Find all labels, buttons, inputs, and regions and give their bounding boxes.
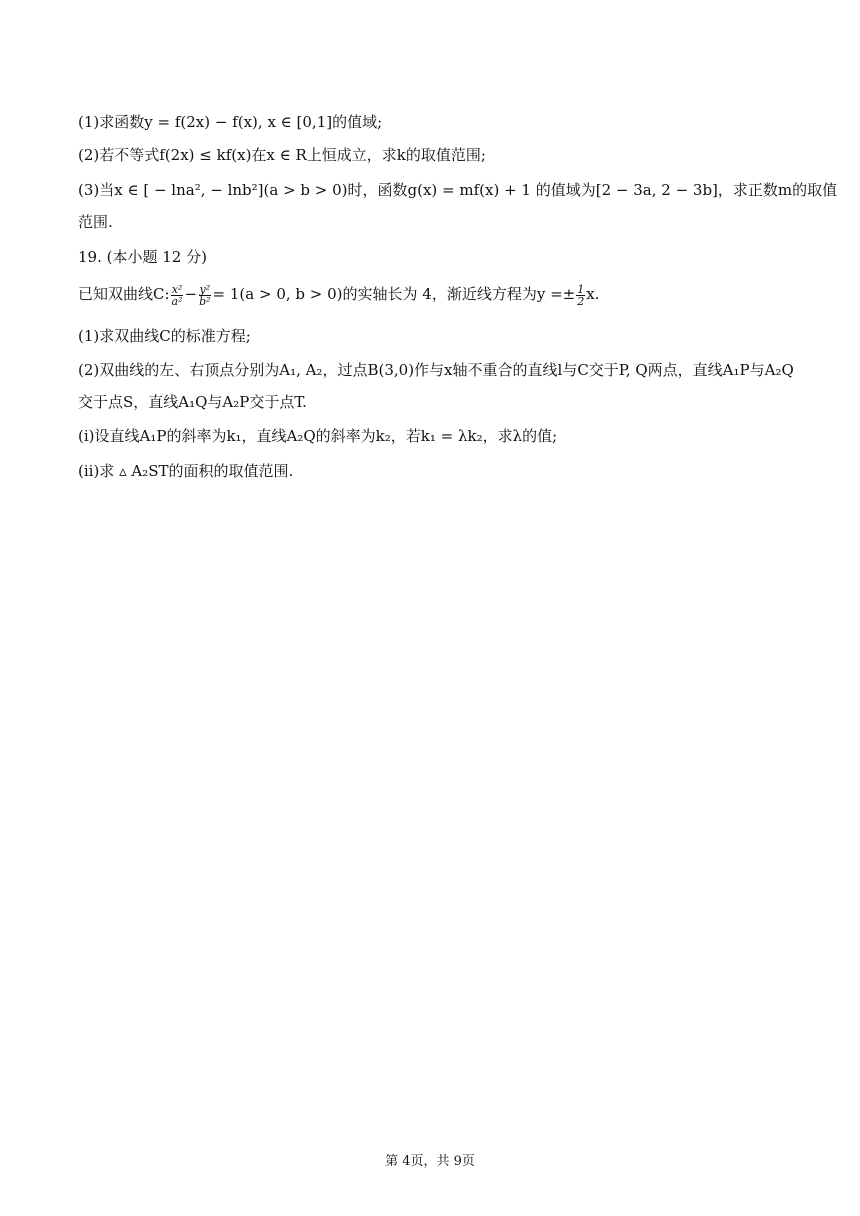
q19-stem: [78, 283, 599, 307]
fraction-x2-a2: [171, 284, 184, 307]
fraction-y2-b2: [198, 284, 211, 307]
q19-stem-suffix: x.: [586, 285, 600, 303]
fraction-numerator: 1: [577, 282, 585, 296]
fraction-numerator: x²: [171, 282, 183, 296]
fraction-one-half: [576, 284, 585, 307]
q19-part2-line2: 交于点S，直线A₁Q与A₂P交于点T.: [78, 393, 307, 411]
fraction-denominator: a²: [171, 294, 183, 308]
q18-part3-line2: 范围.: [78, 213, 113, 231]
q19-part-ii: (ii)求 ▵ A₂ST的面积的取值范围.: [78, 462, 294, 480]
fraction-denominator: 2: [577, 294, 585, 308]
q19-stem-prefix: 已知双曲线C:: [78, 285, 170, 303]
q19-part-i: (i)设直线A₁P的斜率为k₁，直线A₂Q的斜率为k₂，若k₁ = λk₂，求λ的值;: [78, 427, 558, 445]
minus-sign: −: [184, 285, 198, 303]
q19-stem-middle: = 1(a > 0, b > 0)的实轴长为 4，渐近线方程为y =±: [212, 285, 576, 303]
page-footer: 第 4页，共 9页: [385, 1154, 475, 1169]
q19-part1: (1)求双曲线C的标准方程;: [78, 327, 251, 345]
q19-part2-line1: (2)双曲线的左、右顶点分别为A₁, A₂，过点B(3,0)作与x轴不重合的直线l与C交于P, Q两点，直线A₁P与A₂Q: [78, 361, 794, 379]
fraction-numerator: y²: [199, 282, 211, 296]
q18-part2: (2)若不等式f(2x) ≤ kf(x)在x ∈ R上恒成立，求k的取值范围;: [78, 146, 486, 164]
fraction-denominator: b²: [199, 294, 211, 308]
q19-header: 19. (本小题 12 分): [78, 248, 207, 266]
q18-part3-line1: (3)当x ∈ [ − lna², − lnb²](a > b > 0)时，函数g(x) = mf(x) + 1 的值域为[2 − 3a, 2 − 3b]，求正数m的取值: [78, 181, 838, 199]
q18-part1: (1)求函数y = f(2x) − f(x), x ∈ [0,1]的值域;: [78, 113, 383, 131]
